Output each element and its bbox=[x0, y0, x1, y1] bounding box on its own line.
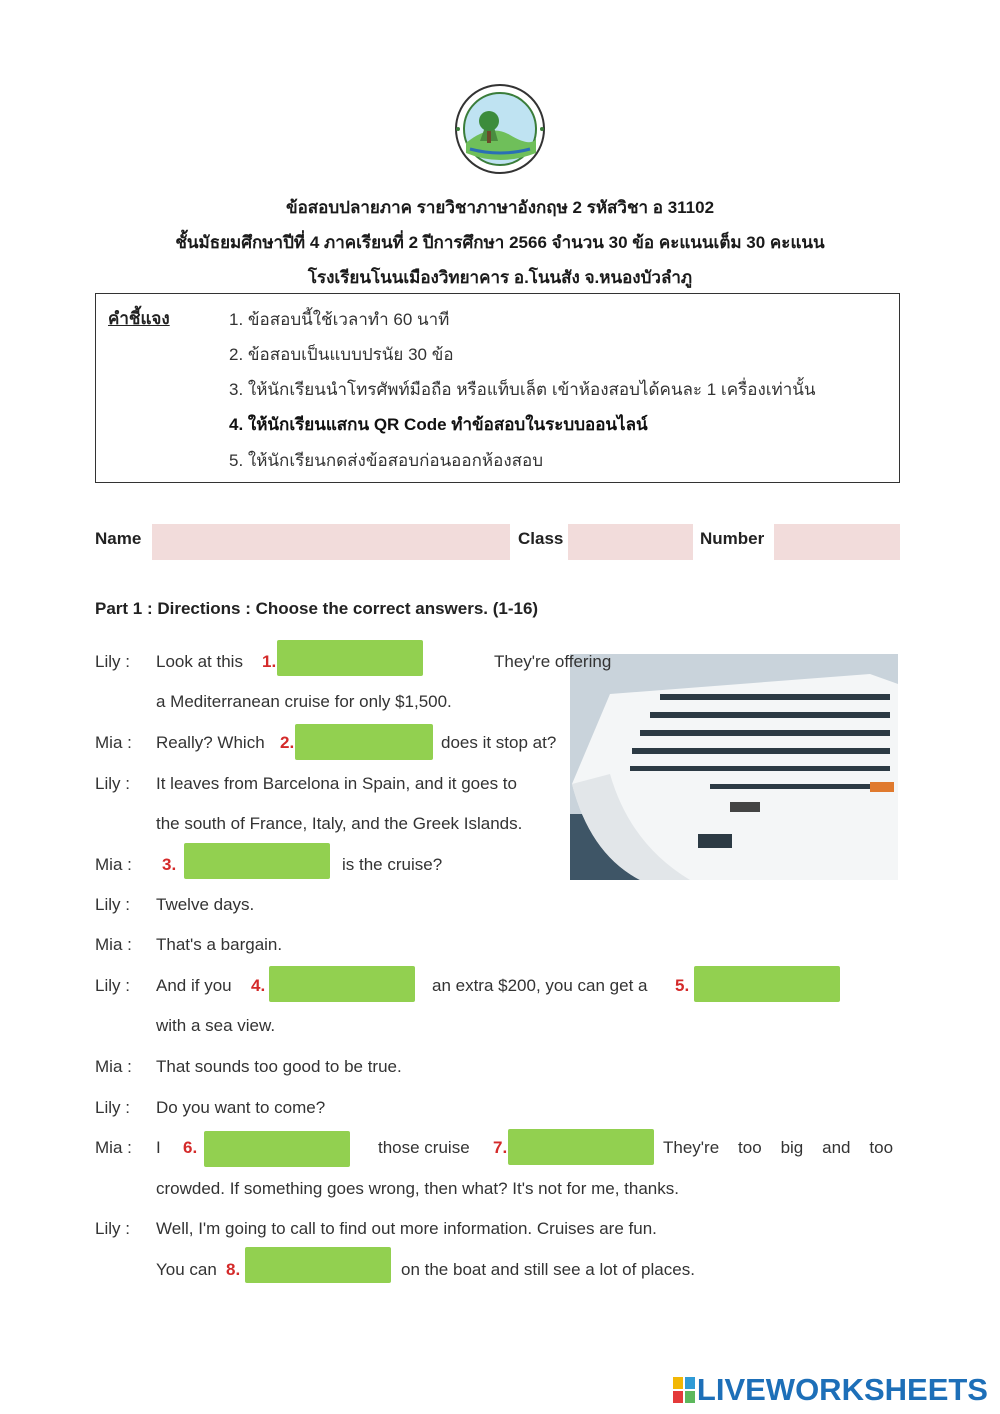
dialogue-text: an extra $200, you can get a bbox=[432, 976, 648, 995]
instructions-title: คำชี้แจง bbox=[108, 309, 170, 328]
dialogue-text: They're offering bbox=[494, 652, 612, 671]
answer-blank-2[interactable] bbox=[295, 724, 433, 760]
speaker-label: Lily : bbox=[95, 895, 130, 914]
liveworksheets-brand: LIVEWORKSHEETS bbox=[696, 1372, 988, 1407]
speaker-label: Lily : bbox=[95, 1098, 130, 1117]
speaker-label: Mia : bbox=[95, 1057, 132, 1076]
answer-blank-1[interactable] bbox=[277, 640, 423, 676]
answer-blank-7[interactable] bbox=[508, 1129, 654, 1165]
liveworksheets-icon bbox=[673, 1377, 695, 1403]
name-field[interactable] bbox=[152, 524, 510, 560]
question-number: 3. bbox=[162, 855, 177, 874]
instruction-item: 1. ข้อสอบนี้ใช้เวลาทำ 60 นาที bbox=[229, 310, 450, 329]
dialogue-text: does it stop at? bbox=[441, 733, 557, 752]
answer-blank-6[interactable] bbox=[204, 1131, 350, 1167]
dialogue-text: those cruise bbox=[378, 1138, 470, 1157]
dialogue-text: with a sea view. bbox=[156, 1016, 276, 1035]
part1-directions: Part 1 : Directions : Choose the correct answers. (1-16) bbox=[95, 599, 539, 618]
number-field[interactable] bbox=[774, 524, 900, 560]
dialogue-text: the south of France, Italy, and the Greek Islands. bbox=[156, 814, 523, 833]
question-number: 8. bbox=[226, 1260, 241, 1279]
dialogue-text: It leaves from Barcelona in Spain, and it goes to bbox=[156, 774, 517, 793]
dialogue-text: That's a bargain. bbox=[156, 935, 283, 954]
dialogue-text: a Mediterranean cruise for only $1,500. bbox=[156, 692, 452, 711]
dialogue-text: That sounds too good to be true. bbox=[156, 1057, 402, 1076]
liveworksheets-logo bbox=[673, 1373, 988, 1407]
speaker-label: Lily : bbox=[95, 1219, 130, 1238]
dialogue-text: Twelve days. bbox=[156, 895, 255, 914]
exam-title: ข้อสอบปลายภาค รายวิชาภาษาอังกฤษ 2 รหัสวิชา อ 31102 bbox=[285, 198, 715, 217]
answer-blank-3[interactable] bbox=[184, 843, 330, 879]
dialogue-text: crowded. If something goes wrong, then what? It's not for me, thanks. bbox=[156, 1179, 679, 1198]
instruction-item: 2. ข้อสอบเป็นแบบปรนัย 30 ข้อ bbox=[229, 345, 454, 364]
dialogue-text: Well, I'm going to call to find out more information. Cruises are fun. bbox=[156, 1219, 657, 1238]
name-label: Name bbox=[95, 529, 142, 548]
question-number: 7. bbox=[493, 1138, 508, 1157]
class-field[interactable] bbox=[568, 524, 693, 560]
speaker-label: Mia : bbox=[95, 733, 132, 752]
instruction-item: 4. ให้นักเรียนแสกน QR Code ทำข้อสอบในระบบออนไลน์ bbox=[229, 415, 648, 434]
question-number: 6. bbox=[183, 1138, 198, 1157]
number-label: Number bbox=[700, 529, 765, 548]
answer-blank-4[interactable] bbox=[269, 966, 415, 1002]
question-number: 2. bbox=[280, 733, 295, 752]
dialogue-text: Really? Which bbox=[156, 733, 265, 752]
dialogue-text: And if you bbox=[156, 976, 232, 995]
cruise-ship-image bbox=[570, 654, 898, 880]
speaker-label: Mia : bbox=[95, 935, 132, 954]
instruction-item: 3. ให้นักเรียนนำโทรศัพท์มือถือ หรือแท็บเล็ต เข้าห้องสอบได้คนละ 1 เครื่องเท่านั้น bbox=[229, 380, 816, 399]
speaker-label: Mia : bbox=[95, 855, 132, 874]
dialogue-text: You can bbox=[156, 1260, 217, 1279]
class-label: Class bbox=[518, 529, 564, 548]
dialogue-text: on the boat and still see a lot of places. bbox=[401, 1260, 695, 1279]
question-number: 4. bbox=[251, 976, 266, 995]
speaker-label: Lily : bbox=[95, 774, 130, 793]
question-number: 1. bbox=[262, 652, 277, 671]
speaker-label: Lily : bbox=[95, 976, 130, 995]
exam-details: ชั้นมัธยมศึกษาปีที่ 4 ภาคเรียนที่ 2 ปีการศึกษา 2566 จำนวน 30 ข้อ คะแนนเต็ม 30 คะแนน bbox=[175, 233, 825, 252]
dialogue-text: is the cruise? bbox=[342, 855, 443, 874]
school-seal-icon bbox=[450, 83, 550, 175]
speaker-label: Mia : bbox=[95, 1138, 132, 1157]
answer-blank-5[interactable] bbox=[694, 966, 840, 1002]
dialogue-text: They're too big and too bbox=[663, 1138, 894, 1157]
dialogue-text: I bbox=[156, 1138, 161, 1157]
speaker-label: Lily : bbox=[95, 652, 130, 671]
instruction-item: 5. ให้นักเรียนกดส่งข้อสอบก่อนออกห้องสอบ bbox=[229, 451, 543, 470]
question-number: 5. bbox=[675, 976, 690, 995]
school-name: โรงเรียนโนนเมืองวิทยาคาร อ.โนนสัง จ.หนองบัวลำภู bbox=[307, 268, 693, 287]
dialogue-text: Look at this bbox=[156, 652, 243, 671]
dialogue-text: Do you want to come? bbox=[156, 1098, 326, 1117]
answer-blank-8[interactable] bbox=[245, 1247, 391, 1283]
